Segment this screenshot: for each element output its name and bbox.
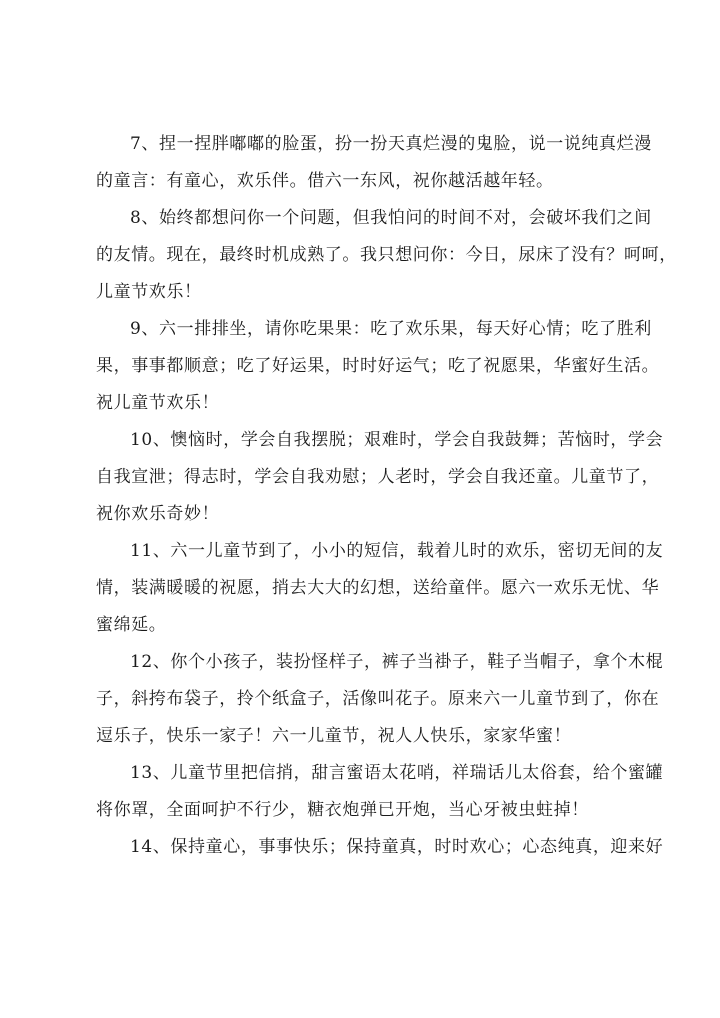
text-line: 逗乐子，快乐一家子！六一儿童节，祝人人快乐，家家华蜜！	[96, 726, 572, 746]
paragraph-7	[96, 126, 652, 200]
paragraph-12	[96, 644, 664, 755]
document-body	[96, 126, 677, 866]
text-line: 的友情。现在，最终时机成熟了。我只想问你：今日，尿床了没有？呵呵，	[96, 245, 677, 265]
text-line: 子，斜挎布袋子，拎个纸盒子，活像叫花子。原来六一儿童节到了，你在	[96, 689, 660, 709]
text-line: 自我宣泄；得志时，学会自我劝慰；人老时，学会自我还童。儿童节了，	[96, 467, 660, 487]
paragraph-9	[96, 311, 660, 422]
text-line: 11、六一儿童节到了，小小的短信，载着儿时的欢乐，密切无间的友	[130, 541, 664, 561]
paragraph-8	[96, 200, 677, 311]
text-line: 13、儿童节里把信捎，甜言蜜语太花哨，祥瑞话儿太俗套，给个蜜罐	[130, 763, 664, 783]
paragraph-10	[96, 422, 664, 533]
text-line: 的童言：有童心，欢乐伴。借六一东风，祝你越活越年轻。	[96, 171, 554, 191]
text-line: 12、你个小孩子，装扮怪样子，裤子当褂子，鞋子当帽子，拿个木棍	[130, 652, 664, 672]
text-line: 蜜绵延。	[96, 615, 167, 635]
text-line: 14、保持童心，事事快乐；保持童真，时时欢心；心态纯真，迎来好	[130, 837, 664, 857]
text-line: 情，装满暖暖的祝愿，捎去大大的幻想，送给童伴。愿六一欢乐无忧、华	[96, 578, 660, 598]
text-line: 8、始终都想问你一个问题，但我怕问的时间不对，会破坏我们之间	[130, 208, 652, 228]
text-line: 将你罩，全面呵护不行少，糖衣炮弹已开炮，当心牙被虫蛀掉！	[96, 800, 589, 820]
paragraph-11	[96, 533, 664, 644]
text-line: 9、六一排排坐，请你吃果果：吃了欢乐果，每天好心情；吃了胜利	[130, 319, 652, 339]
paragraph-13	[96, 755, 664, 829]
text-line: 果，事事都顺意；吃了好运果，时时好运气；吃了祝愿果，华蜜好生活。	[96, 356, 660, 376]
text-line: 祝你欢乐奇妙！	[96, 504, 220, 524]
text-line: 儿童节欢乐！	[96, 282, 202, 302]
text-line: 10、懊恼时，学会自我摆脱；艰难时，学会自我鼓舞；苦恼时，学会	[130, 430, 664, 450]
paragraph-14	[96, 829, 664, 866]
text-line: 祝儿童节欢乐！	[96, 393, 220, 413]
text-line: 7、捏一捏胖嘟嘟的脸蛋，扮一扮天真烂漫的鬼脸，说一说纯真烂漫	[130, 134, 652, 154]
